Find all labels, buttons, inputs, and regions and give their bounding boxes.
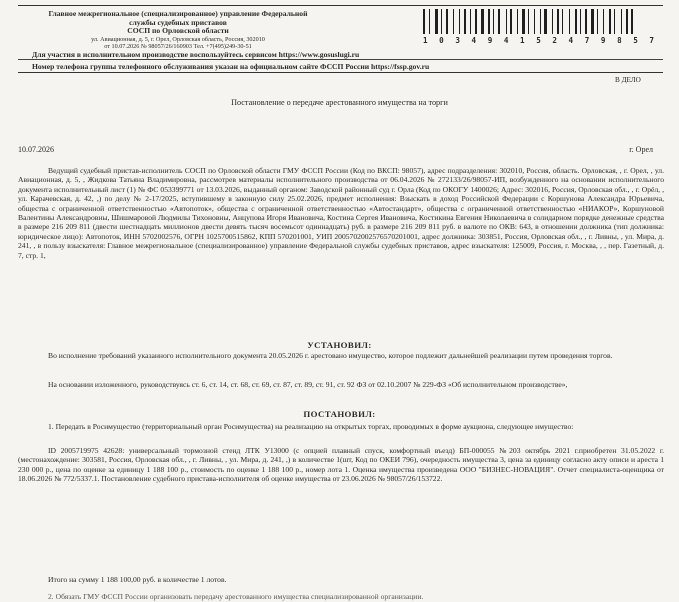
barcode-bar <box>580 9 581 34</box>
barcode-bar <box>597 9 598 34</box>
barcode-bar <box>531 9 533 34</box>
barcode-bar <box>439 9 440 34</box>
department-block <box>28 10 328 50</box>
barcode-bar <box>544 9 547 34</box>
barcode-bar <box>501 9 504 34</box>
barcode-bar <box>617 9 620 34</box>
barcode-bar <box>542 9 543 34</box>
total-line <box>18 575 664 584</box>
barcode-number <box>423 36 655 45</box>
barcode-bar <box>467 9 468 34</box>
barcode-bar <box>552 9 553 34</box>
established-text: Во исполнение требований указанного исполнительного документа 20.05.2026 г. арестовано имущество, которое подлежит дальнейшей реализации путем проведения торгов. <box>48 351 613 360</box>
department-address: ул. Авиационная, д. 5, г. Орел, Орловская область, Россия, 302010 <box>91 35 265 43</box>
barcode <box>423 9 655 34</box>
barcode-bar <box>462 9 463 34</box>
barcode-bar <box>578 9 579 34</box>
established-paragraph <box>18 351 664 360</box>
barcode-bar <box>626 9 628 34</box>
document-title: Постановление о передаче арестованного имущества на торги <box>231 98 448 107</box>
barcode-digit: 1 <box>423 36 429 45</box>
barcode-digit: 1 <box>520 36 526 45</box>
barcode-bar <box>517 9 518 34</box>
barcode-bar <box>621 9 622 34</box>
barcode-digit: 4 <box>503 36 510 45</box>
barcode-bar <box>470 9 471 34</box>
order-item-1-text: 1. Передать в Росимущество (территориальный орган Росимущества) на реализацию на открытых торгах, проводимых в форме аукциона, следующее имущество: <box>48 422 574 431</box>
barcode-bar <box>455 9 458 34</box>
barcode-bar <box>506 9 507 34</box>
department-name-line2: службы судебных приставов <box>129 17 227 27</box>
department-name-line1: Главное межрегиональное (специализированное) управление Федеральной <box>48 9 308 18</box>
barcode-bar <box>491 9 492 34</box>
barcode-bar <box>603 9 604 34</box>
total-text: Итого на сумму 1 188 100,00 руб. в количестве 1 лотов. <box>48 575 227 584</box>
barcode-bar <box>427 9 428 34</box>
barcode-bar <box>472 9 474 34</box>
barcode-bar <box>488 9 490 34</box>
barcode-bar <box>575 9 577 34</box>
barcode-bar <box>522 9 525 34</box>
property-description <box>18 446 664 484</box>
barcode-digit: 5 <box>536 36 542 45</box>
barcode-digit: 4 <box>471 36 478 45</box>
barcode-bar <box>444 9 445 34</box>
document-date: 10.07.2026 <box>18 145 54 154</box>
barcode-bar <box>536 9 538 34</box>
barcode-bar <box>583 9 584 34</box>
barcode-bar <box>614 9 615 34</box>
barcode-digit: 5 <box>633 36 639 45</box>
barcode-bar <box>605 9 607 34</box>
barcode-digit: 9 <box>600 36 607 45</box>
barcode-bar <box>435 9 438 34</box>
barcode-bar <box>459 9 460 34</box>
barcode-bar <box>612 9 613 34</box>
barcode-bar <box>496 9 497 34</box>
barcode-bar <box>554 9 555 34</box>
barcode-bar <box>498 9 500 34</box>
barcode-bar <box>595 9 596 34</box>
barcode-bar <box>479 9 480 34</box>
barcode-bar <box>549 9 551 34</box>
barcode-bar <box>475 9 477 34</box>
divider <box>18 59 663 60</box>
barcode-bar <box>623 9 624 34</box>
barcode-bar <box>431 9 433 34</box>
barcode-bar <box>429 9 430 34</box>
phone-notice: Номер телефона группы телефонного обслуживания указан на официальном сайте ФССП России https://fssp.gov.ru <box>32 62 430 71</box>
barcode-bar <box>423 9 425 34</box>
barcode-bar <box>562 9 563 34</box>
barcode-bar <box>600 9 602 34</box>
barcode-bar <box>508 9 509 34</box>
barcode-bar <box>446 9 448 34</box>
barcode-bar <box>609 9 611 34</box>
order-item-1 <box>18 422 664 431</box>
barcode-bar <box>560 9 561 34</box>
barcode-digit: 0 <box>439 36 445 45</box>
barcode-bar <box>591 9 594 34</box>
barcode-bar <box>485 9 486 34</box>
department-name-line3: СОСП по Орловской области <box>127 26 229 36</box>
barcode-digit: 4 <box>568 36 575 45</box>
archive-mark: В ДЕЛО <box>615 76 641 84</box>
order-item-2 <box>18 592 664 601</box>
property-description-text: ID 2005719975 42628: универсальный тормозной стенд ЛТК У13000 (с опцией плавный спуск, комфортный въезд) БП-000055 №203 октябрь 2021 г.приобретен 31.05.2022 г. (местонахождение: 303581, Россия, Орловская обл., , г. Ливны, , ул. Мира, д. 241, ,) в количестве 1(шт, Код по ОКЕИ 796), очередность имущества 3, цена за единицу согласно акту описи и ареста 1 230 000 р., цена по оценке за единицу 1 188 100 р., стоимость по оценке 1 188 100 р., номер лота 1. Оценка имущества произведена ООО "БИЗНЕС-НОВАЦИЯ". Отчет специалиста-оценщика от 18.06.2026 № 772/5337.1. Постановление судебного пристава-исполнителя об оценке имущества от 23.06.2026 № 98057/26/153722. <box>18 446 664 484</box>
barcode-digit: 9 <box>487 36 494 45</box>
barcode-bar <box>540 9 541 34</box>
barcode-digit: 2 <box>552 36 558 45</box>
barcode-bar <box>571 9 573 34</box>
barcode-bar <box>528 9 529 34</box>
barcode-bar <box>557 9 559 34</box>
barcode-bar <box>569 9 570 34</box>
barcode-bar <box>493 9 494 34</box>
barcode-bar <box>441 9 442 34</box>
letterhead <box>18 5 663 73</box>
barcode-bar <box>510 9 512 34</box>
preamble-text: Ведущий судебный пристав-исполнитель СОСП по Орловской области ГМУ ФССП России (Код по ВКСП: 98057), адрес подразделения: 302010, Россия, область. Орловская, , г. Орел, , ул. Авиационная, д. 5, , Жидкова Татьяна Владимировна, рассмотрев материалы исполнительного производства от 06.04.2026 № 272133/26/98057-ИП, возбужденного на основании исполнительного документа исполнительный лист (1) № ФС 053399771 от 13.03.2026, выданный органом: Заводской районный суд г. Орла (Код по ОКОГУ 1400026; Адрес: 302016, Россия, Орловская обл., , г. Орёл, , ул. Карачевская, д. 42, ,) по делу № 2-17/2025, вступившему в законную силу 25.02.2026, предмет исполнения: Взыскать в доход Российской Федерации с Коршунова Александра Юрьевича, общества с ограниченной ответственностью «Автопоток», общества с ограниченной ответственностью «Автостандарт», общества с ограниченной ответственностью «НИАКОР», Коршуновой Валентины Александровны, Шишмаровой Людмилы Тихоновны, Анцупова Игоря Ивановича, Костина Сергея Ивановича, Костикина Евгения Николаевича в солидарном порядке денежные средства в размере 216 209 811 (двести шестнадцать миллионов двести девять тысяч восемьсот одиннадцать) руб. в размере 216 209 811 руб. в валюте по ОКВ: 643, в отношении должника (тип должника: юридическое лицо): Автопоток, ИНН 5702002576, ОГРН 1025700515862, КПП 570201001, УИП 2005702002576570201001, адрес должника: 303851, Россия, Орловская обл., , г. Ливны, , ул. Мира, д. 241, , в пользу взыскателя: Главное межрегиональное (специализированное) управление Федеральной службы судебных приставов, адрес взыскателя: 125009, Россия, г. Москва, , , пер. Газетный, д. 7, стр. 1, <box>18 166 664 260</box>
barcode-bar <box>629 9 630 34</box>
barcode-bar <box>464 9 466 34</box>
order-item-2-text: 2. Обязать ГМУ ФССП России организовать передачу арестованного имущества специализированной организации. <box>48 592 424 601</box>
barcode-digit: 7 <box>584 36 591 45</box>
barcode-bar <box>481 9 484 34</box>
preamble-paragraph <box>18 166 664 260</box>
section-heading-postanovil: ПОСТАНОВИЛ: <box>303 409 376 419</box>
reference-and-phone: от 10.07.2026 № 98057/26/160903 Тел. +7(495)249-30-51 <box>104 42 252 50</box>
section-heading-ustanovil: УСТАНОВИЛ: <box>307 340 372 350</box>
gosuslugi-notice: Для участия в исполнительном производстве воспользуйтесь сервисом https://www.gosuslugi.ru <box>32 50 360 59</box>
barcode-digit: 3 <box>455 36 461 45</box>
barcode-bar <box>526 9 527 34</box>
barcode-digit: 8 <box>617 36 623 45</box>
legal-basis-text: На основании изложенного, руководствуясь ст. 6, ст. 14, ст. 68, ст. 69, ст. 87, ст. 89, ст. 91, ст. 92 ФЗ от 02.10.2007 № 229-ФЗ «Об исполнительном производстве», <box>48 380 568 389</box>
barcode-bar <box>453 9 454 34</box>
barcode-bar <box>534 9 535 34</box>
barcode-digit: 7 <box>649 36 655 45</box>
document-city: г. Орел <box>629 145 653 154</box>
barcode-bar <box>585 9 587 34</box>
legal-basis-paragraph <box>18 380 664 389</box>
barcode-bar <box>519 9 520 34</box>
barcode-bar <box>514 9 516 34</box>
barcode-bar <box>449 9 451 34</box>
barcode-bar <box>631 9 633 34</box>
barcode-bar <box>588 9 589 34</box>
barcode-bar <box>565 9 568 34</box>
